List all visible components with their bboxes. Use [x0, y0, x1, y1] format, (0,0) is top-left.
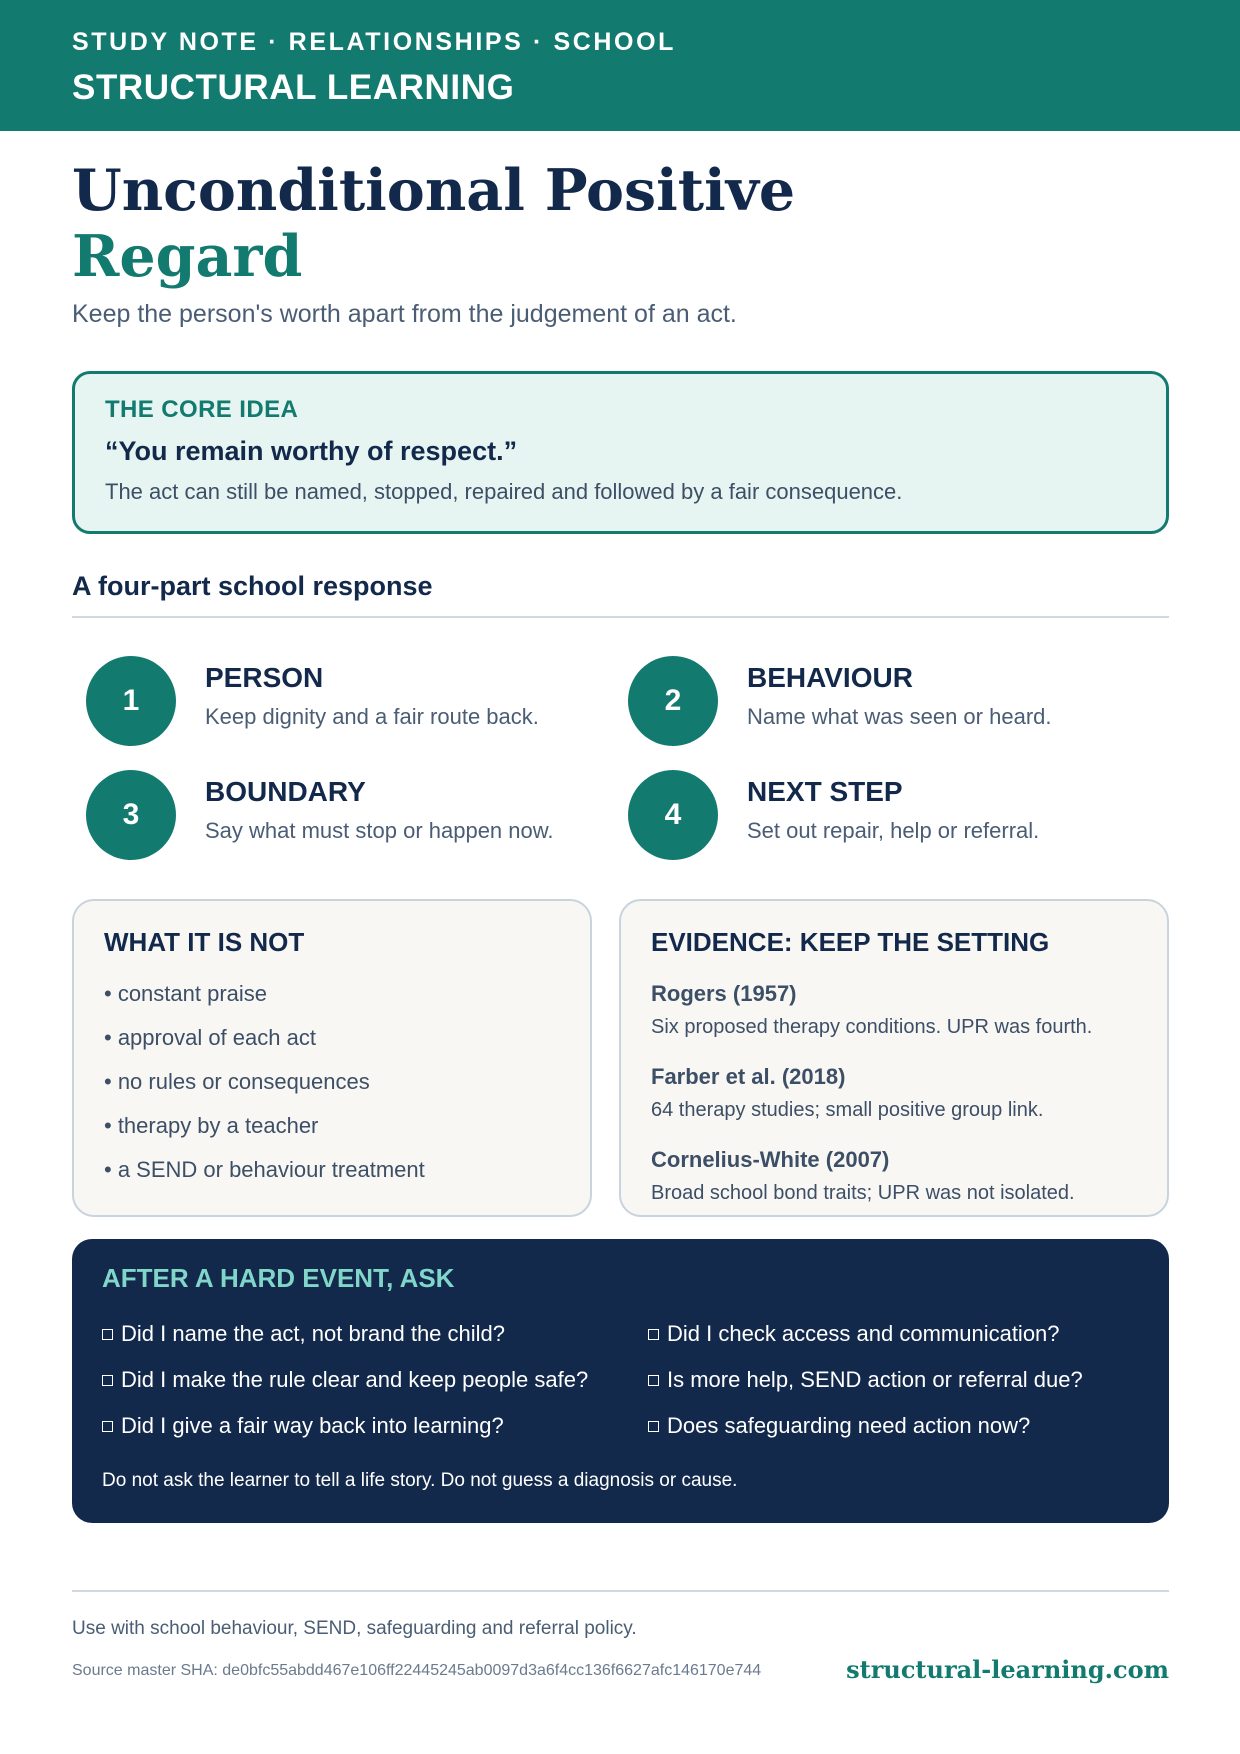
evidence-citation: Farber et al. (2018) [651, 1064, 846, 1089]
evidence-summary: Six proposed therapy conditions. UPR was fourth. [651, 1016, 1093, 1038]
checklist-question: Did I make the rule clear and keep people safe? [121, 1367, 589, 1392]
checklist-item [102, 1319, 505, 1349]
checkbox-icon [648, 1329, 659, 1340]
checklist-question: Did I check access and communication? [667, 1321, 1060, 1346]
title-line-2: Regard [72, 223, 303, 290]
step-label: BEHAVIOUR [747, 662, 913, 693]
checkbox-icon [102, 1421, 113, 1432]
checklist-item [648, 1365, 1083, 1395]
footer-divider [72, 1590, 1169, 1592]
step-next-step [614, 770, 1114, 862]
step-person [72, 656, 572, 748]
evidence-summary: Broad school bond traits; UPR was not isolated. [651, 1182, 1075, 1204]
evidence-entry [651, 1062, 1043, 1123]
checkbox-icon [102, 1375, 113, 1386]
checklist-question: Did I give a fair way back into learning? [121, 1413, 504, 1438]
checklist-item [648, 1411, 1030, 1441]
checkbox-icon [102, 1329, 113, 1340]
section-divider [72, 616, 1169, 618]
checklist-footnote: Do not ask the learner to tell a life story. Do not guess a diagnosis or cause. [102, 1470, 738, 1491]
checklist-question: Does safeguarding need action now? [667, 1413, 1031, 1438]
checkbox-icon [648, 1375, 659, 1386]
list-item: • constant praise [104, 981, 268, 1006]
core-idea-kicker: THE CORE IDEA [105, 396, 299, 423]
checklist-item [102, 1365, 588, 1395]
title-line-1: Unconditional Positive [72, 157, 796, 224]
page-subtitle: Keep the person's worth apart from the judgement of an act. [72, 300, 737, 328]
checklist-heading: AFTER A HARD EVENT, ASK [102, 1263, 455, 1293]
checklist-question: Is more help, SEND action or referral due? [667, 1367, 1083, 1392]
evidence-citation: Rogers (1957) [651, 981, 797, 1006]
reflection-checklist [72, 1239, 1169, 1523]
step-number-badge: 1 [86, 656, 176, 746]
evidence-summary: 64 therapy studies; small positive group link. [651, 1099, 1044, 1121]
panel-heading: WHAT IT IS NOT [104, 927, 305, 957]
core-idea-card [72, 371, 1169, 534]
evidence-citation: Cornelius-White (2007) [651, 1147, 890, 1172]
step-number-badge: 4 [628, 770, 718, 860]
checklist-question: Did I name the act, not brand the child? [121, 1321, 506, 1346]
what-it-is-not-panel [72, 899, 592, 1217]
step-label: BOUNDARY [205, 776, 366, 807]
core-idea-body: The act can still be named, stopped, repaired and followed by a fair consequence. [105, 479, 903, 504]
step-number-badge: 3 [86, 770, 176, 860]
list-item: • approval of each act [104, 1025, 316, 1050]
step-behaviour [614, 656, 1114, 748]
evidence-entry [651, 979, 1092, 1040]
step-number-badge: 2 [628, 656, 718, 746]
evidence-panel [619, 899, 1169, 1217]
panel-heading: EVIDENCE: KEEP THE SETTING [651, 927, 1050, 957]
footer-note: Use with school behaviour, SEND, safeguarding and referral policy. [72, 1618, 637, 1639]
list-item: • therapy by a teacher [104, 1113, 319, 1138]
page-title [72, 158, 795, 290]
list-item: • a SEND or behaviour treatment [104, 1157, 425, 1182]
not-list [104, 979, 425, 1199]
step-description: Name what was seen or heard. [747, 704, 1052, 729]
step-boundary [72, 770, 572, 862]
brand-name: STRUCTURAL LEARNING [72, 68, 515, 107]
core-idea-quote: “You remain worthy of respect.” [105, 436, 518, 466]
checklist-item [648, 1319, 1060, 1349]
step-description: Set out repair, help or referral. [747, 818, 1040, 843]
checklist-item [102, 1411, 504, 1441]
step-description: Say what must stop or happen now. [205, 818, 554, 843]
site-link[interactable]: structural-learning.com [846, 1655, 1169, 1684]
eyebrow-text: STUDY NOTE · RELATIONSHIPS · SCHOOL [72, 28, 676, 56]
list-item: • no rules or consequences [104, 1069, 370, 1094]
step-label: PERSON [205, 662, 324, 693]
checkbox-icon [648, 1421, 659, 1432]
source-sha: Source master SHA: de0bfc55abdd467e106ff22445245ab0097d3a6f4cc136f6627afc146170e744 [72, 1662, 762, 1679]
section-heading: A four-part school response [72, 571, 433, 601]
step-description: Keep dignity and a fair route back. [205, 704, 539, 729]
step-label: NEXT STEP [747, 776, 903, 807]
header-bar [0, 0, 1240, 131]
evidence-entry [651, 1145, 1075, 1206]
